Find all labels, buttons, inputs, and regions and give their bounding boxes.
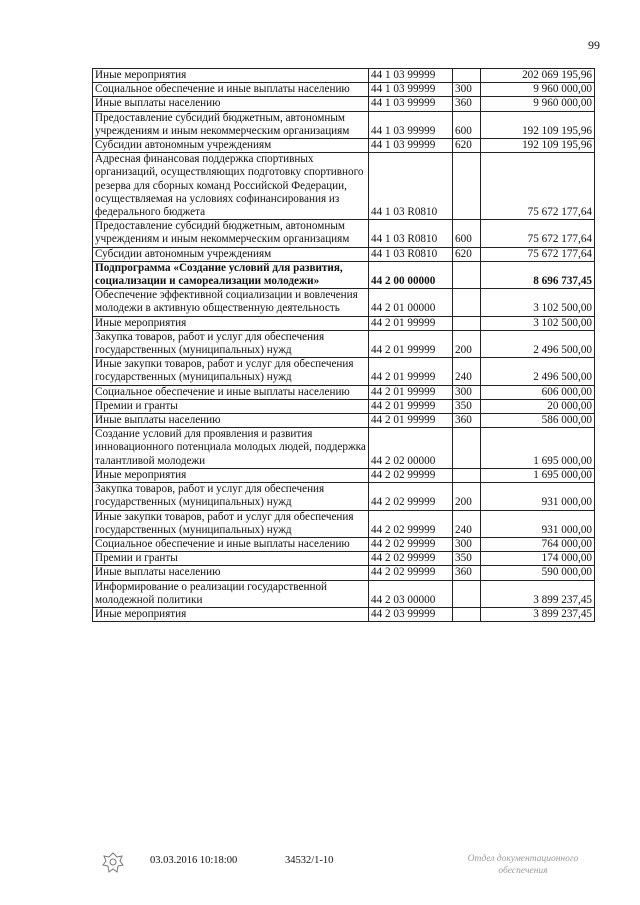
- row-vr-cell: 600: [453, 220, 481, 247]
- row-code-cell: 44 1 03 R0810: [369, 153, 453, 220]
- row-name-cell: Социальное обеспечение и иные выплаты населению: [93, 537, 369, 551]
- row-name-cell: Подпрограмма «Создание условий для развития, социализации и самореализации молодежи»: [93, 261, 369, 288]
- table-row: [93, 153, 595, 220]
- table-row: [93, 483, 595, 510]
- row-sum-cell: 9 960 000,00: [481, 97, 595, 111]
- row-code-cell: 44 2 01 99999: [369, 385, 453, 399]
- row-name-cell: Иные мероприятия: [93, 607, 369, 621]
- row-sum-cell: 3 102 500,00: [481, 316, 595, 330]
- row-code-cell: 44 1 03 99999: [369, 139, 453, 153]
- row-vr-cell: [453, 289, 481, 316]
- table-row: [93, 247, 595, 261]
- row-vr-cell: 620: [453, 247, 481, 261]
- row-vr-cell: 600: [453, 111, 481, 138]
- row-code-cell: 44 2 01 99999: [369, 414, 453, 428]
- footer-department: Отдел документационного обеспечения: [467, 854, 579, 876]
- table-row: [93, 428, 595, 469]
- row-code-cell: 44 2 01 99999: [369, 399, 453, 413]
- row-vr-cell: [453, 316, 481, 330]
- row-name-cell: Социальное обеспечение и иные выплаты населению: [93, 385, 369, 399]
- row-sum-cell: 931 000,00: [481, 510, 595, 537]
- row-sum-cell: 75 672 177,64: [481, 247, 595, 261]
- row-code-cell: 44 1 03 99999: [369, 97, 453, 111]
- table-row: [93, 580, 595, 607]
- row-code-cell: 44 2 03 99999: [369, 607, 453, 621]
- table-row: [93, 139, 595, 153]
- row-name-cell: Информирование о реализации государственной молодежной политики: [93, 580, 369, 607]
- table-row: [93, 607, 595, 621]
- row-code-cell: 44 2 01 99999: [369, 358, 453, 385]
- table-row: [93, 330, 595, 357]
- row-code-cell: 44 1 03 R0810: [369, 220, 453, 247]
- row-vr-cell: 200: [453, 483, 481, 510]
- row-name-cell: Закупка товаров, работ и услуг для обеспечения государственных (муниципальных) нужд: [93, 483, 369, 510]
- row-code-cell: 44 2 01 99999: [369, 316, 453, 330]
- footer-date: 03.03.2016 10:18:00: [150, 855, 238, 866]
- row-code-cell: 44 2 02 00000: [369, 428, 453, 469]
- row-name-cell: Иные выплаты населению: [93, 414, 369, 428]
- row-name-cell: Иные выплаты населению: [93, 566, 369, 580]
- row-vr-cell: 300: [453, 537, 481, 551]
- coat-of-arms-icon: [100, 851, 126, 875]
- row-sum-cell: 764 000,00: [481, 537, 595, 551]
- row-name-cell: Предоставление субсидий бюджетным, автономным учреждениям и иным некоммерческим организациям: [93, 220, 369, 247]
- row-vr-cell: [453, 468, 481, 482]
- row-sum-cell: 3 899 237,45: [481, 580, 595, 607]
- budget-table: [92, 68, 595, 622]
- row-vr-cell: 360: [453, 566, 481, 580]
- row-vr-cell: 240: [453, 510, 481, 537]
- row-sum-cell: 931 000,00: [481, 483, 595, 510]
- row-code-cell: 44 2 02 99999: [369, 483, 453, 510]
- table-row: [93, 537, 595, 551]
- table-row: [93, 358, 595, 385]
- row-code-cell: 44 2 02 99999: [369, 566, 453, 580]
- row-vr-cell: 350: [453, 399, 481, 413]
- table-row: [93, 69, 595, 83]
- row-code-cell: 44 1 03 99999: [369, 69, 453, 83]
- table-row: [93, 510, 595, 537]
- row-sum-cell: 20 000,00: [481, 399, 595, 413]
- row-name-cell: Субсидии автономным учреждениям: [93, 247, 369, 261]
- row-sum-cell: 586 000,00: [481, 414, 595, 428]
- row-vr-cell: 360: [453, 414, 481, 428]
- row-vr-cell: 200: [453, 330, 481, 357]
- row-name-cell: Премии и гранты: [93, 552, 369, 566]
- table-row: [93, 399, 595, 413]
- table-row: [93, 316, 595, 330]
- page-number: 99: [588, 38, 600, 52]
- row-sum-cell: 590 000,00: [481, 566, 595, 580]
- table-row: [93, 414, 595, 428]
- row-vr-cell: 350: [453, 552, 481, 566]
- row-name-cell: Обеспечение эффективной социализации и вовлечения молодежи в активную общественную деятельность: [93, 289, 369, 316]
- row-sum-cell: 9 960 000,00: [481, 83, 595, 97]
- row-vr-cell: [453, 261, 481, 288]
- table-row: [93, 220, 595, 247]
- row-vr-cell: 240: [453, 358, 481, 385]
- row-name-cell: Закупка товаров, работ и услуг для обеспечения государственных (муниципальных) нужд: [93, 330, 369, 357]
- table-row: [93, 261, 595, 288]
- row-sum-cell: 75 672 177,64: [481, 153, 595, 220]
- row-name-cell: Иные мероприятия: [93, 69, 369, 83]
- row-sum-cell: 75 672 177,64: [481, 220, 595, 247]
- row-vr-cell: 620: [453, 139, 481, 153]
- row-vr-cell: [453, 580, 481, 607]
- row-name-cell: Иные мероприятия: [93, 316, 369, 330]
- table-row: [93, 111, 595, 138]
- row-sum-cell: 606 000,00: [481, 385, 595, 399]
- row-name-cell: Субсидии автономным учреждениям: [93, 139, 369, 153]
- row-sum-cell: 2 496 500,00: [481, 330, 595, 357]
- row-sum-cell: 192 109 195,96: [481, 111, 595, 138]
- row-sum-cell: 192 109 195,96: [481, 139, 595, 153]
- row-name-cell: Создание условий для проявления и развития инновационного потенциала молодых людей, поддержка талантливой молодежи: [93, 428, 369, 469]
- row-sum-cell: 1 695 000,00: [481, 428, 595, 469]
- row-name-cell: Иные выплаты населению: [93, 97, 369, 111]
- row-sum-cell: 3 102 500,00: [481, 289, 595, 316]
- table-row: [93, 83, 595, 97]
- table-row: [93, 468, 595, 482]
- table-row: [93, 566, 595, 580]
- row-code-cell: 44 2 00 00000: [369, 261, 453, 288]
- row-sum-cell: 2 496 500,00: [481, 358, 595, 385]
- row-code-cell: 44 2 02 99999: [369, 510, 453, 537]
- row-sum-cell: 1 695 000,00: [481, 468, 595, 482]
- row-code-cell: 44 2 03 00000: [369, 580, 453, 607]
- row-name-cell: Премии и гранты: [93, 399, 369, 413]
- table-row: [93, 552, 595, 566]
- row-code-cell: 44 2 02 99999: [369, 552, 453, 566]
- row-vr-cell: [453, 607, 481, 621]
- row-code-cell: 44 1 03 99999: [369, 83, 453, 97]
- row-code-cell: 44 1 03 R0810: [369, 247, 453, 261]
- row-vr-cell: 360: [453, 97, 481, 111]
- row-code-cell: 44 2 02 99999: [369, 537, 453, 551]
- row-code-cell: 44 2 01 99999: [369, 330, 453, 357]
- row-name-cell: Иные закупки товаров, работ и услуг для обеспечения государственных (муниципальных) нужд: [93, 510, 369, 537]
- row-vr-cell: 300: [453, 83, 481, 97]
- row-vr-cell: [453, 69, 481, 83]
- row-sum-cell: 174 000,00: [481, 552, 595, 566]
- row-code-cell: 44 2 01 00000: [369, 289, 453, 316]
- table-row: [93, 97, 595, 111]
- row-code-cell: 44 1 03 99999: [369, 111, 453, 138]
- row-code-cell: 44 2 02 99999: [369, 468, 453, 482]
- row-name-cell: Иные мероприятия: [93, 468, 369, 482]
- row-vr-cell: [453, 428, 481, 469]
- footer-document-number: 34532/1-10: [285, 855, 334, 866]
- row-sum-cell: 8 696 737,45: [481, 261, 595, 288]
- row-name-cell: Предоставление субсидий бюджетным, автономным учреждениям и иным некоммерческим организациям: [93, 111, 369, 138]
- budget-table-body: [93, 69, 595, 622]
- row-sum-cell: 202 069 195,96: [481, 69, 595, 83]
- row-sum-cell: 3 899 237,45: [481, 607, 595, 621]
- table-row: [93, 289, 595, 316]
- row-name-cell: Иные закупки товаров, работ и услуг для обеспечения государственных (муниципальных) нужд: [93, 358, 369, 385]
- row-name-cell: Социальное обеспечение и иные выплаты населению: [93, 83, 369, 97]
- row-name-cell: Адресная финансовая поддержка спортивных организаций, осуществляющих подготовку спортивного резерва для сборных команд Российской Федерации, осуществляемая на условиях софинансирования из федерального бюджета: [93, 153, 369, 220]
- table-row: [93, 385, 595, 399]
- row-vr-cell: [453, 153, 481, 220]
- row-vr-cell: 300: [453, 385, 481, 399]
